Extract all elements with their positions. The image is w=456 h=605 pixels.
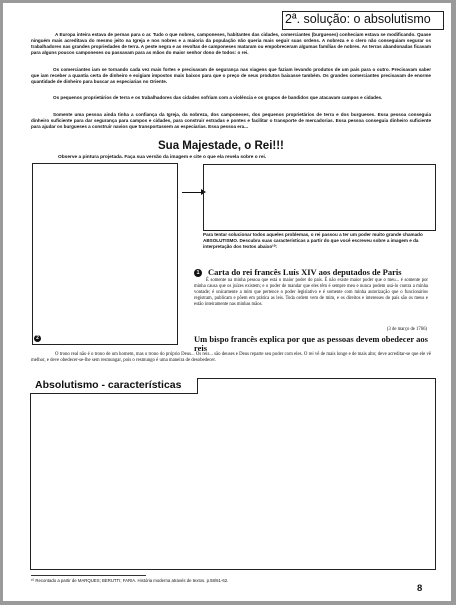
page-number: 8 xyxy=(417,583,423,594)
number-2-marker: 2 xyxy=(34,335,41,342)
bishop-body: O trono real não é o trono de um homem, mas o trono do próprio Deus... Os reis... são deuses e Deus reparte seu poder com eles. O rei vê de mais longe e de mais alto; deve acreditar-se que ele vê melhor, e deve obedecer-se-lhe sem resmungar, pois o resmungo é uma maneira de desobedecer. xyxy=(31,352,431,364)
absolutism-heading: Absolutismo - características xyxy=(35,379,182,391)
page-title: 2ª. solução: o absolutismo xyxy=(285,12,431,26)
footnote: ¹⁰ Recontado a partir de MARQUES; BERUTTI; FARIA. História moderna através de textos. p.58/61-62. xyxy=(31,578,229,583)
letter-title: Carta do rei francês Luís XIV aos deputados de Paris xyxy=(208,267,402,277)
number-1-marker: 1 xyxy=(194,269,202,277)
intro-paragraph-3: Os pequenos proprietários de terra e os trabalhadores das cidades sofriam com a violência e os grupos de bandidos que atacavam campos e cidades. xyxy=(53,95,383,100)
letter-body: É somente na minha pessoa que está o maior poder do país. É não existe maior poder que o meu... é somente por minha causa que os juízes existem; e o poder de mandar que eles têm é sempre meu e nunca podem usá-lo contra a minha vontade; é unicamente a mim que pertence o poder legislativo e é somente com minha autorização que o funcionários registram, publicam e põem em prática as leis. Toda ordem vem de mim, e os direitos e interesses do país são os meus e estão inteiramente nas minhas mãos. xyxy=(194,278,428,307)
footnote-divider xyxy=(31,575,146,576)
intro-paragraph-1: A Europa inteira estava de pernas para o ar. Tudo o que nobres, camponeses, habitantes das cidades, comerciantes (burgueses) conheciam estava se modificando. Quase ninguém mais acreditava do mesmo jeito na Igreja e nos nobres e a maioria da população não queria mais seguir suas ordens. A nobreza e o clero não conseguiam segurar os trabalhadores nas grandes propriedades de terra. A peste negra e as revoltas de camponeses mataram ou empobreceram algumas famílias de nobres. As terras abandonadas ficavam para alguns poucos camponeses ou passavam para as mãos do maior senhor dono de todos: o rei. xyxy=(31,32,431,56)
absolutism-answer-box[interactable] xyxy=(30,378,436,570)
drawing-box[interactable] xyxy=(32,163,178,345)
section-subtitle: Sua Majestade, o Rei!!! xyxy=(158,140,284,152)
intro-paragraph-2: Os comerciantes iam se tornando cada vez mais fortes e precisavam de segurança nas viagens que faziam levando produtos de um país para o outro. Precisavam saber que iam receber a quantia certa de dinheiro e exigiam impostos mais baixos para que o preço de seus produtos baixasse também. Os grandes comerciantes precisavam de enorme quantidade de dinheiro para buscar as especiarias no Oriente. xyxy=(31,67,431,85)
letter-date: (3 de março de 1766) xyxy=(386,327,427,332)
worksheet-page xyxy=(3,3,451,601)
painting-instruction: Observe a pintura projetada. Faça sua versão da imagem e cite o que ela revela sobre o rei. xyxy=(58,155,267,160)
bishop-title: Um bispo francês explica por que as pessoas devem obedecer aos reis xyxy=(194,334,428,353)
intro-paragraph-4: Somente uma pessoa ainda tinha a confiança da Igreja, da nobreza, dos camponeses, dos pequenos proprietários de terra e dos burgueses. Essa pessoa conseguia dinheiro suficiente para dar segurança para campos e cidades, para construir estradas e pontes e facilitar o transporte de mercadorias. Essa pessoa conseguia dinheiro suficiente para ajudar os burgueses a construir navios que transportassem as especiarias. Essa pessoa era... xyxy=(31,112,431,130)
answer-box-painting[interactable] xyxy=(203,164,436,231)
absolutism-instruction: Para tentar solucionar todos aqueles problemas, o rei passou a ter um poder muito grande chamado ABSOLUTISMO. Descubra suas características a partir do que você escreveu sobre a imagem e da interpretação dos textos abaixo¹⁰: xyxy=(203,232,423,250)
